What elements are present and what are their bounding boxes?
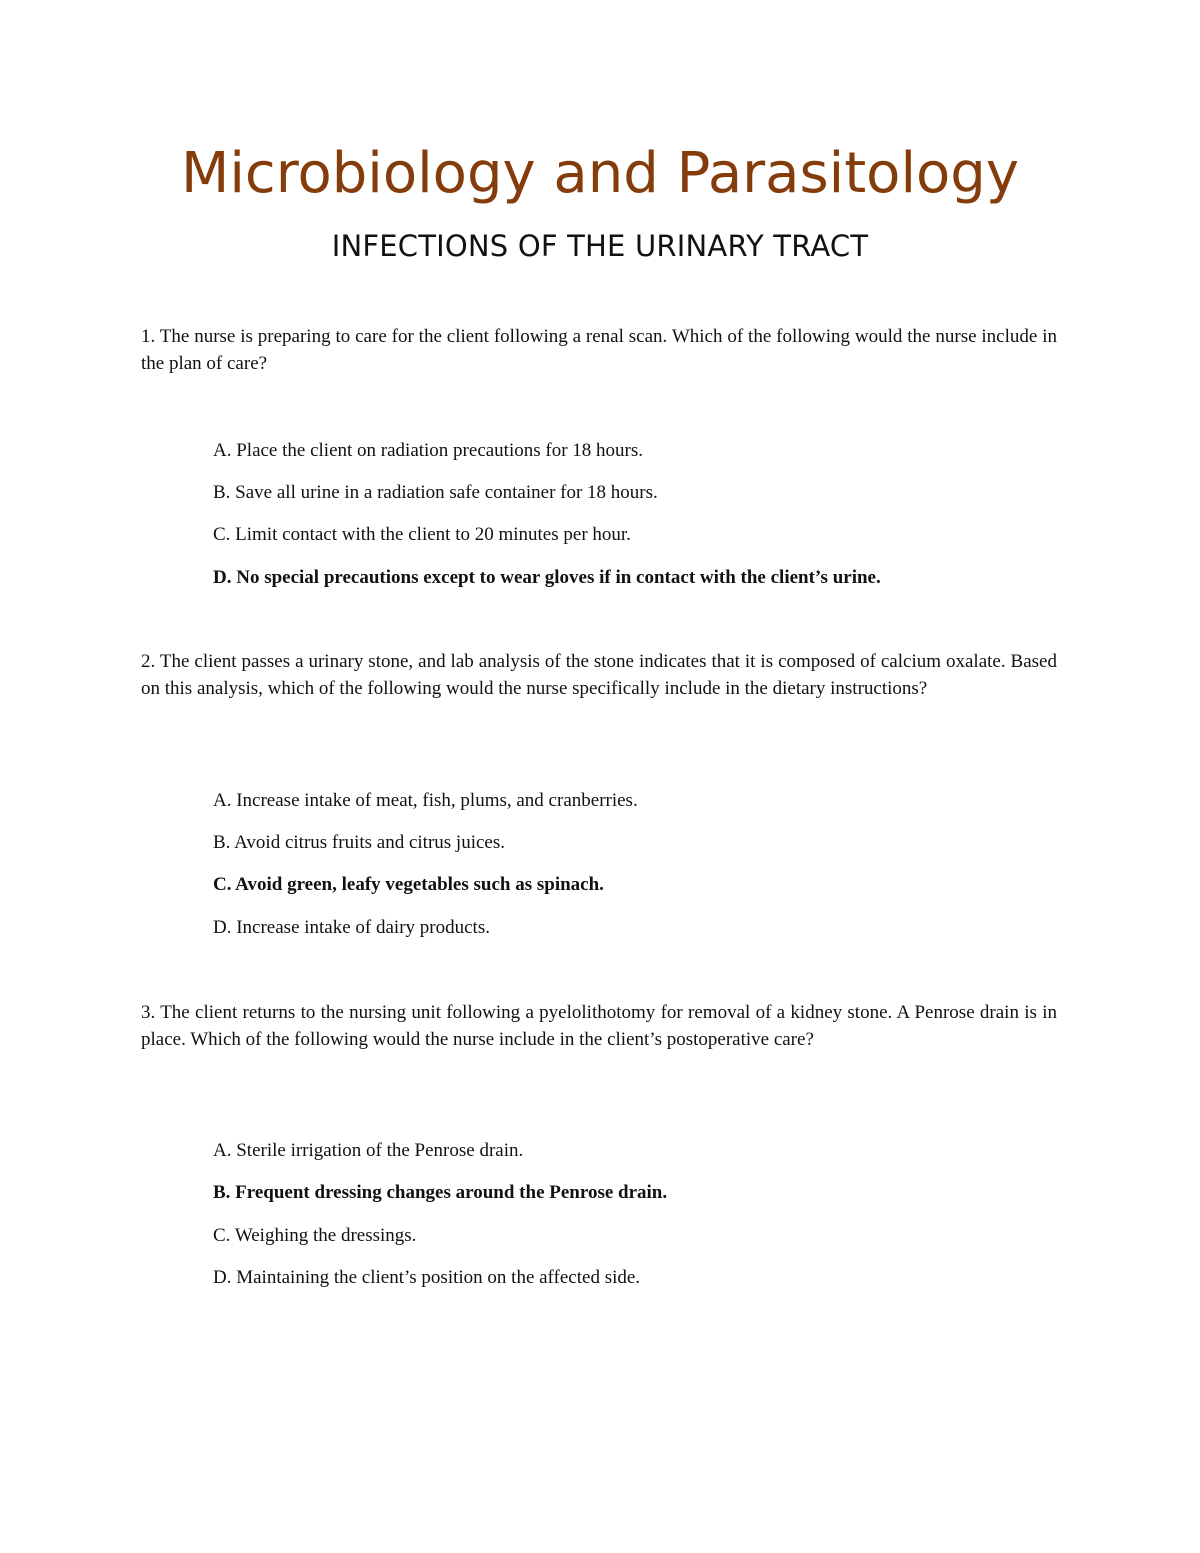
question-1-option-b: B. Save all urine in a radiation safe container for 18 hours. <box>213 482 658 503</box>
question-3-option-c: C. Weighing the dressings. <box>213 1225 417 1246</box>
question-1-option-a: A. Place the client on radiation precautions for 18 hours. <box>213 440 644 461</box>
question-1-text: 1. The nurse is preparing to care for the client following a renal scan. Which of the following would the nurse include in the plan of care? <box>141 326 1057 374</box>
question-2-option-b: B. Avoid citrus fruits and citrus juices. <box>213 832 505 853</box>
document-subtitle: INFECTIONS OF THE URINARY TRACT <box>331 229 869 263</box>
question-1-option-d: D. No special precautions except to wear gloves if in contact with the client’s urine. <box>213 567 881 588</box>
question-2-text: 2. The client passes a urinary stone, and lab analysis of the stone indicates that it is composed of calcium oxalate. Based on this analysis, which of the following would the nurse specifically include in the dietary instructions? <box>141 651 1057 699</box>
document-title: Microbiology and Parasitology <box>181 141 1019 206</box>
question-3-option-b: B. Frequent dressing changes around the Penrose drain. <box>213 1182 668 1203</box>
question-3-option-a: A. Sterile irrigation of the Penrose drain. <box>213 1140 524 1161</box>
question-3-text: 3. The client returns to the nursing unit following a pyelolithotomy for removal of a kidney stone. A Penrose drain is in place. Which of the following would the nurse include in the client’s postoperative care? <box>141 1002 1057 1050</box>
question-2-option-c: C. Avoid green, leafy vegetables such as spinach. <box>213 874 604 895</box>
question-2-option-d: D. Increase intake of dairy products. <box>213 917 490 938</box>
question-2-option-a: A. Increase intake of meat, fish, plums, and cranberries. <box>213 790 638 811</box>
question-3-option-d: D. Maintaining the client’s position on the affected side. <box>213 1267 641 1288</box>
question-1-option-c: C. Limit contact with the client to 20 minutes per hour. <box>213 524 631 545</box>
